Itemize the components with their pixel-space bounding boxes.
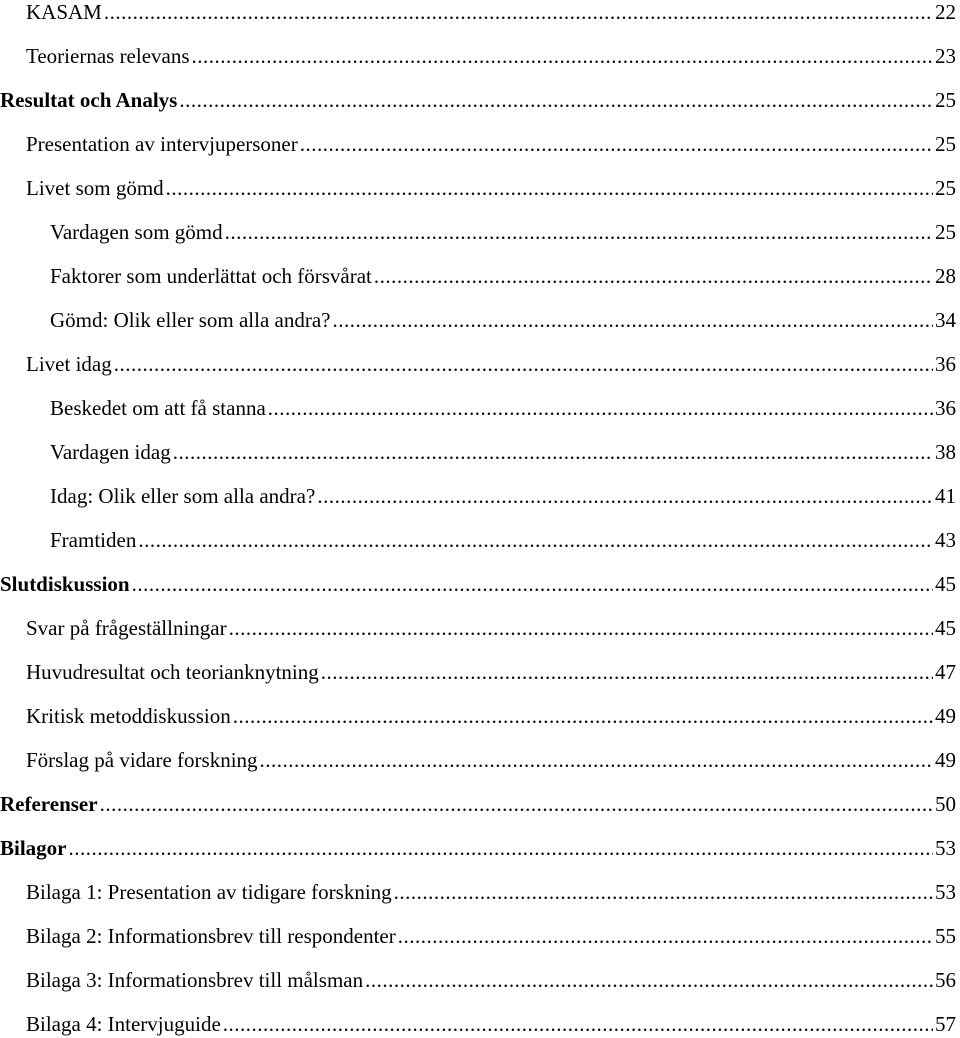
dot-leader bbox=[300, 132, 933, 156]
toc-entry-title: Livet som gömd bbox=[26, 176, 164, 200]
toc-entry-page: 56 bbox=[935, 968, 956, 992]
dot-leader bbox=[132, 572, 933, 596]
dot-leader bbox=[260, 748, 933, 772]
toc-entry[interactable] bbox=[0, 112, 956, 156]
dot-leader bbox=[268, 396, 933, 420]
toc-entry[interactable] bbox=[0, 156, 956, 200]
toc-entry-page: 25 bbox=[935, 132, 956, 156]
toc-entry-title: Kritisk metoddiskussion bbox=[26, 704, 231, 728]
dot-leader bbox=[321, 660, 933, 684]
toc-entry-page: 47 bbox=[935, 660, 956, 684]
toc-entry-page: 38 bbox=[935, 440, 956, 464]
toc-entry[interactable] bbox=[0, 464, 956, 508]
toc-entry-title: Referenser bbox=[0, 792, 98, 816]
toc-entry-page: 23 bbox=[935, 44, 956, 68]
toc-entry-title: Vardagen idag bbox=[50, 440, 171, 464]
dot-leader bbox=[69, 836, 934, 860]
toc-entry[interactable] bbox=[0, 420, 956, 464]
toc-entry-page: 50 bbox=[935, 792, 956, 816]
dot-leader bbox=[333, 308, 934, 332]
toc-entry[interactable] bbox=[0, 508, 956, 552]
toc-entry-title: Förslag på vidare forskning bbox=[26, 748, 258, 772]
dot-leader bbox=[394, 880, 933, 904]
toc-entry-title: KASAM bbox=[26, 0, 102, 24]
toc-entry-title: Svar på frågeställningar bbox=[26, 616, 227, 640]
toc-entry-page: 49 bbox=[935, 748, 956, 772]
toc-entry[interactable] bbox=[0, 860, 956, 904]
dot-leader bbox=[166, 176, 933, 200]
toc-entry-page: 45 bbox=[935, 572, 956, 596]
toc-entry-title: Livet idag bbox=[26, 352, 112, 376]
dot-leader bbox=[138, 528, 933, 552]
toc-entry[interactable] bbox=[0, 904, 956, 948]
toc-entry-page: 55 bbox=[935, 924, 956, 948]
dot-leader bbox=[114, 352, 933, 376]
toc-entry-page: 36 bbox=[935, 352, 956, 376]
toc-entry-title: Gömd: Olik eller som alla andra? bbox=[50, 308, 331, 332]
toc-entry-title: Framtiden bbox=[50, 528, 137, 552]
toc-entry[interactable] bbox=[0, 596, 956, 640]
dot-leader bbox=[104, 0, 933, 24]
toc-entry[interactable] bbox=[0, 24, 956, 68]
dot-leader bbox=[223, 1012, 933, 1036]
toc-entry-title: Vardagen som gömd bbox=[50, 220, 223, 244]
toc-entry-page: 57 bbox=[935, 1012, 956, 1036]
toc-entry-page: 45 bbox=[935, 616, 956, 640]
toc-entry-page: 36 bbox=[935, 396, 956, 420]
toc-entry[interactable] bbox=[0, 684, 956, 728]
toc-entry[interactable] bbox=[0, 816, 956, 860]
toc-entry[interactable] bbox=[0, 552, 956, 596]
toc-entry[interactable] bbox=[0, 728, 956, 772]
toc-entry-page: 53 bbox=[935, 836, 956, 860]
dot-leader bbox=[317, 484, 933, 508]
dot-leader bbox=[179, 88, 933, 112]
toc-entry-page: 49 bbox=[935, 704, 956, 728]
toc-entry-title: Bilaga 3: Informationsbrev till målsman bbox=[26, 968, 364, 992]
toc-entry-title: Bilaga 1: Presentation av tidigare forskning bbox=[26, 880, 392, 904]
toc-entry-page: 22 bbox=[935, 0, 956, 24]
toc-entry-page: 43 bbox=[935, 528, 956, 552]
toc-entry-title: Teoriernas relevans bbox=[26, 44, 190, 68]
toc-entry[interactable] bbox=[0, 948, 956, 992]
toc-entry-page: 41 bbox=[935, 484, 956, 508]
toc-entry-title: Bilagor bbox=[0, 836, 67, 860]
toc-entry[interactable] bbox=[0, 288, 956, 332]
toc-entry-title: Slutdiskussion bbox=[0, 572, 130, 596]
toc-entry-page: 25 bbox=[935, 88, 956, 112]
toc-entry[interactable] bbox=[0, 772, 956, 816]
toc-entry[interactable] bbox=[0, 332, 956, 376]
dot-leader bbox=[192, 44, 933, 68]
dot-leader bbox=[233, 704, 933, 728]
dot-leader bbox=[173, 440, 933, 464]
toc-entry[interactable] bbox=[0, 992, 956, 1036]
toc-entry-page: 28 bbox=[935, 264, 956, 288]
toc-entry[interactable] bbox=[0, 200, 956, 244]
toc-entry-title: Idag: Olik eller som alla andra? bbox=[50, 484, 316, 508]
toc-entry[interactable] bbox=[0, 68, 956, 112]
toc-entry-page: 53 bbox=[935, 880, 956, 904]
dot-leader bbox=[398, 924, 933, 948]
toc-entry-title: Faktorer som underlättat och försvårat bbox=[50, 264, 372, 288]
toc-entry-title: Resultat och Analys bbox=[0, 88, 178, 112]
toc-entry-title: Bilaga 2: Informationsbrev till respondenter bbox=[26, 924, 396, 948]
toc-entry[interactable] bbox=[0, 640, 956, 684]
toc-entry[interactable] bbox=[0, 0, 956, 24]
dot-leader bbox=[100, 792, 933, 816]
toc-entry-page: 34 bbox=[935, 308, 956, 332]
toc-entry-title: Beskedet om att få stanna bbox=[50, 396, 266, 420]
dot-leader bbox=[225, 220, 933, 244]
dot-leader bbox=[229, 616, 933, 640]
toc-entry-title: Huvudresultat och teorianknytning bbox=[26, 660, 319, 684]
toc-entry-title: Bilaga 4: Intervjuguide bbox=[26, 1012, 221, 1036]
dot-leader bbox=[365, 968, 933, 992]
toc-entry[interactable] bbox=[0, 244, 956, 288]
toc-entry-title: Presentation av intervjupersoner bbox=[26, 132, 298, 156]
toc-entry-page: 25 bbox=[935, 176, 956, 200]
dot-leader bbox=[374, 264, 933, 288]
toc-entry-page: 25 bbox=[935, 220, 956, 244]
toc-entry[interactable] bbox=[0, 376, 956, 420]
